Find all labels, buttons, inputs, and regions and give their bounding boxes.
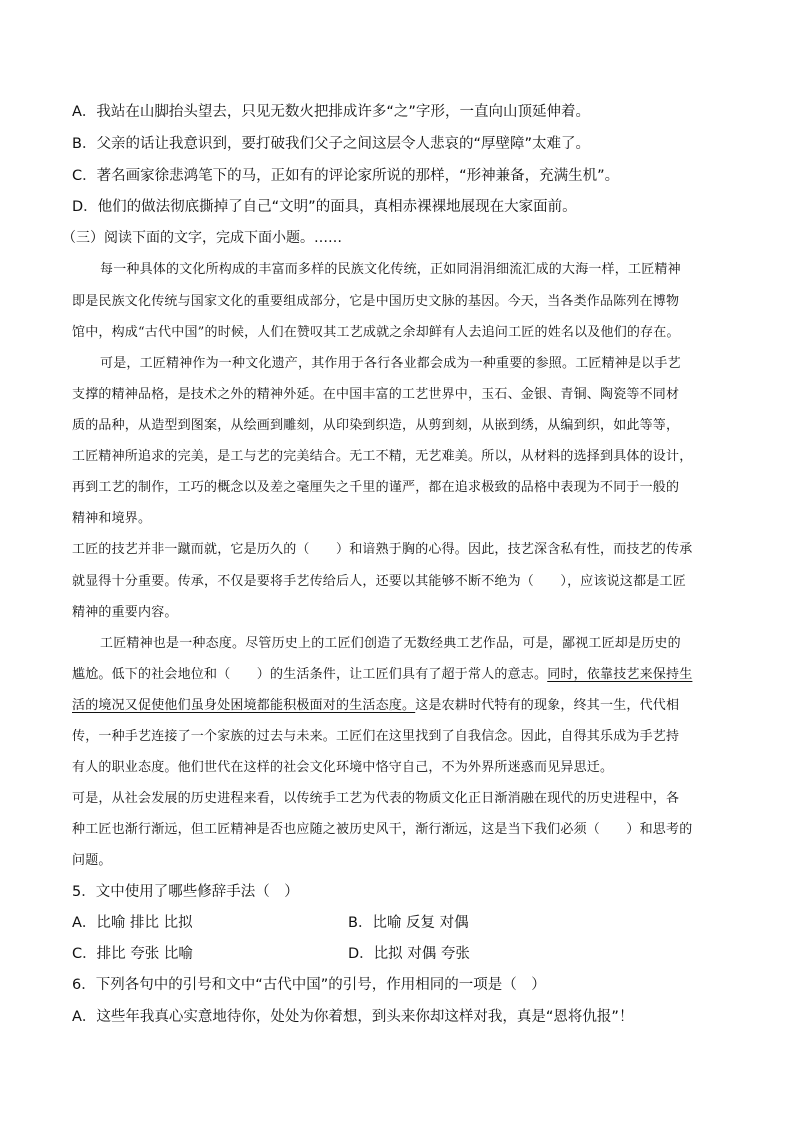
passage-line: 问题。 — [72, 853, 112, 868]
question-5-stem: 5．文中使用了哪些修辞手法（ ） — [72, 884, 299, 900]
q5-option-d: D．比拟 对偶 夸张 — [348, 946, 470, 962]
option-c-top: C．著名画家徐悲鸿笔下的马，正如有的评论家所说的那样，“形神兼备，充满生机”。 — [72, 168, 620, 184]
q6-option-a: A．这些年我真心实意地待你，处处为你着想，到头来你却这样对我，真是“恩将仇报”！ — [72, 1009, 634, 1025]
passage-line: 可是，从社会发展的历史进程来看，以传统手工艺为代表的物质文化正日渐消融在现代的历史进程中，各 — [72, 791, 680, 806]
passage-line: 精神和境界。 — [72, 511, 152, 526]
passage-line: 支撑的精神品格，是技术之外的精神外延。在中国丰富的工艺世界中，玉石、金银、青铜、陶瓷等不同材 — [72, 387, 680, 402]
passage-line: 工匠的技艺并非一蹴而就，它是历久的（ ）和谙熟于胸的心得。因此，技艺深含私有性，而技艺的传承 — [72, 542, 693, 557]
passage-line: 每一种具体的文化所构成的丰富而多样的民族文化传统，正如同涓涓细流汇成的大海一样，工匠精神 — [100, 262, 681, 277]
passage-line: 馆中，构成“古代中国”的时候，人们在赞叹其工艺成就之余却鲜有人去追问工匠的姓名以及他们的存在。 — [72, 325, 680, 340]
option-d-top: D．他们的做法彻底撕掉了自己“文明”的面具，真相赤裸裸地展现在大家面前。 — [72, 199, 577, 215]
passage-line: 种工匠也渐行渐远，但工匠精神是否也应随之被历史风干，渐行渐远，这是当下我们必须（ ）和思考的 — [72, 822, 693, 837]
underlined-sentence: 同时，依靠技艺来保持生 — [547, 667, 693, 682]
passage-line: 传，一种手艺连接了一个家族的过去与未来。工匠们在这里找到了自我信念。因此，自得其乐成为手艺持 — [72, 729, 680, 744]
q5-option-a: A．比喻 排比 比拟 — [72, 915, 193, 931]
section-title: （三）阅读下面的文字，完成下面小题。…… — [62, 230, 342, 246]
passage-text: 这是农耕时代特有的现象，终其一生，代代相 — [415, 698, 680, 713]
passage-line: 质的品种，从造型到图案，从绘画到雕刻，从印染到织造，从剪到刻，从嵌到绣，从编到织，如此等等， — [72, 418, 680, 433]
q5-option-c: C．排比 夸张 比喻 — [72, 946, 193, 962]
passage-line — [72, 665, 692, 685]
passage-line: 即是民族文化传统与国家文化的重要组成部分，它是中国历史文脉的基因。今天，当各类作品陈列在博物 — [72, 294, 680, 309]
passage-line: 工匠精神所追求的完美，是工与艺的完美结合。无工不精，无艺难美。所以，从材料的选择到具体的设计， — [72, 449, 693, 464]
passage-line: 再到工艺的制作，工巧的概念以及差之毫厘失之千里的谨严，都在追求极致的品格中表现为不同于一般的 — [72, 480, 680, 495]
passage-line: 可是，工匠精神作为一种文化遗产，其作用于各行各业都会成为一种重要的参照。工匠精神是以手艺 — [100, 356, 681, 371]
passage-line: 有人的职业态度。他们世代在这样的社会文化环境中恪守自己，不为外界所迷惑而见异思迁。 — [72, 760, 614, 775]
passage-line: 就显得十分重要。传承，不仅是要将手艺传给后人，还要以其能够不断不绝为（ ），应该说这都是工匠 — [72, 574, 686, 589]
passage-line: 精神的重要内容。 — [72, 605, 178, 620]
passage-line: 工匠精神也是一种态度。尽管历史上的工匠们创造了无数经典工艺作品，可是，鄙视工匠却是历史的 — [100, 636, 681, 651]
passage-line — [72, 696, 679, 716]
underlined-sentence: 活的境况又促使他们虽身处困境都能积极面对的生活态度。 — [72, 698, 416, 713]
option-a-top: A．我站在山脚抬头望去，只见无数火把排成许多“之”字形，一直向山顶延伸着。 — [72, 104, 590, 120]
question-6-stem: 6．下列各句中的引号和文中“古代中国”的引号，作用相同的一项是（ ） — [72, 977, 546, 993]
q5-option-b: B．比喻 反复 对偶 — [348, 915, 469, 931]
option-b-top: B．父亲的话让我意识到，要打破我们父子之间这层令人悲哀的“厚壁障”太难了。 — [72, 136, 590, 152]
passage-text: 尴尬。低下的社会地位和（ ）的生活条件，让工匠们具有了超于常人的意志。 — [72, 667, 548, 682]
